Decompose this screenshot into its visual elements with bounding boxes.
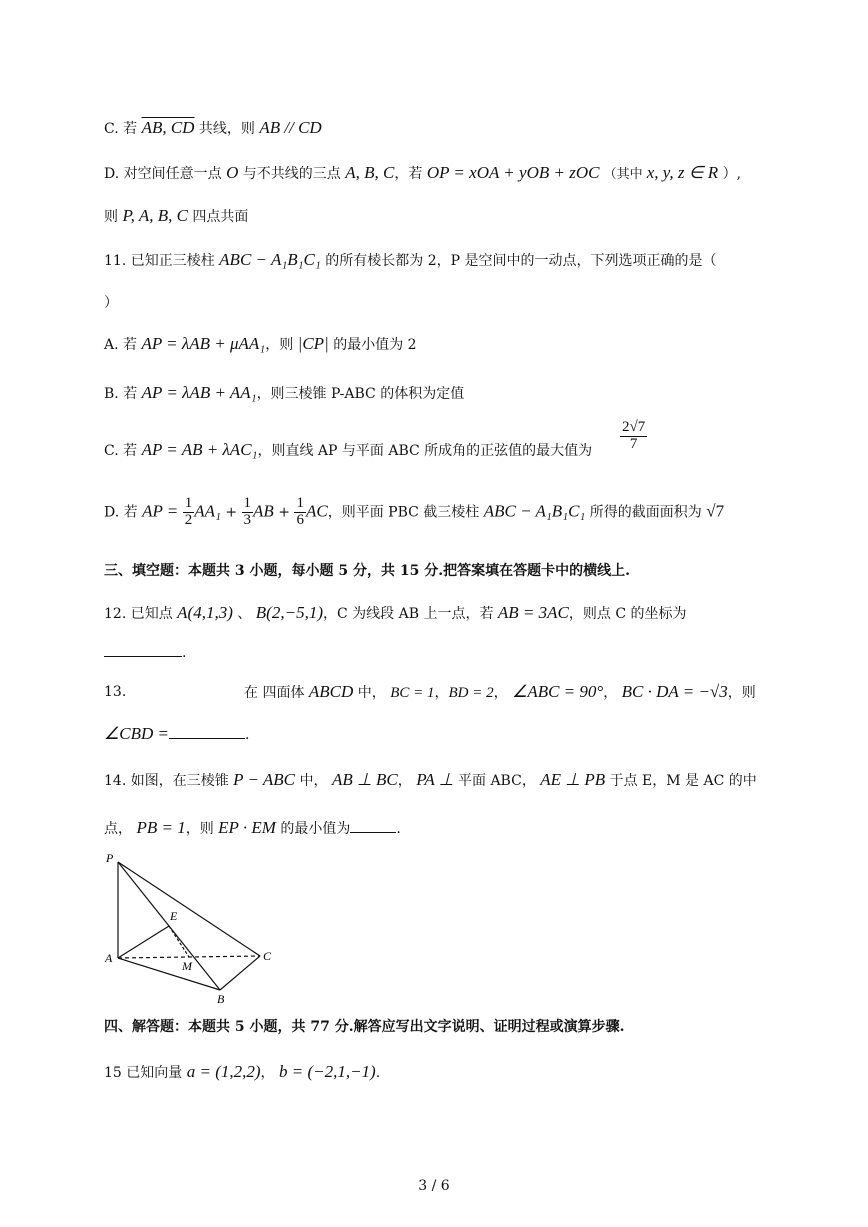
edge-bc <box>220 956 260 990</box>
segment-em <box>169 926 189 957</box>
q11-option-b: B. 若 AP = λAB + AA₁，则三棱锥 P-ABC 的体积为定值 <box>104 383 465 402</box>
answer-blank[interactable] <box>169 724 245 739</box>
fraction-2sqrt7-over-7: $\frac{2√7}{7}$ <box>622 419 646 452</box>
frac-1-2: $\frac{1}{2}$ <box>184 495 193 528</box>
page-number: 3 / 6 <box>418 1178 450 1194</box>
math-ap-eq-a: AP = λAB + μAA₁ <box>141 334 266 353</box>
label-m: M <box>182 959 192 973</box>
math-vectors-ab-cd: AB, CD <box>141 118 195 137</box>
q11-option-d: D. 若 AP = $\frac{1}{2}$ AA₁ + $\frac{1}{3}$ AB + $\frac{1}{6}$ AC，则平面 PBC 截三棱柱 ABC − A₁B₁C₁ 所得的截面面积为 √7 <box>104 495 725 528</box>
label-e: E <box>170 909 178 923</box>
segment-ae <box>118 926 169 958</box>
q15: 15 已知向量 a = (1,2,2)， b = (−2,1,−1). <box>104 1062 381 1081</box>
q13-answer-line: ∠CBD = . <box>104 724 250 743</box>
section-3-heading: 三、填空题：本题共 3 小题，每小题 5 分，共 15 分.把答案填在答题卡中的横线上. <box>104 563 630 579</box>
q13-number: 13. <box>104 684 127 700</box>
label-c: C <box>263 949 272 963</box>
math-ab-parallel-cd: AB // CD <box>259 118 322 137</box>
math-prism: ABC − A₁B₁C₁ <box>219 250 321 269</box>
math-ab-3ac: AB = 3AC <box>497 603 569 622</box>
q11-stem: 11. 已知正三棱柱 ABC − A₁B₁C₁ 的所有棱长都为 2，P 是空间中的一动点，下列选项正确的是（ <box>104 250 717 269</box>
math-dot-ep-em: EP · EM <box>218 818 276 837</box>
label-a: A <box>105 951 113 965</box>
tetrahedron-figure <box>100 848 290 1008</box>
vector-a: a = (1,2,2) <box>186 1062 261 1081</box>
edge-pc <box>118 862 260 956</box>
label-b: B <box>217 992 225 1006</box>
vector-b: b = (−2,1,−1) <box>278 1062 376 1081</box>
math-ap-eq-c: AP = AB + λAC₁ <box>141 440 258 459</box>
q13: 在 四面体 ABCD 中， BC = 1，BD = 2， ∠ABC = 90°， BC · DA = −√3，则 <box>244 682 756 701</box>
q11-option-c: C. 若 AP = AB + λAC₁，则直线 AP 与平面 ABC 所成角的正弦值的最大值为 <box>104 440 593 459</box>
q11-option-a: A. 若 AP = λAB + μAA₁，则 |CP| 的最小值为 2 <box>104 334 417 353</box>
q14-line2: 点， PB = 1，则 EP · EM 的最小值为 . <box>104 818 401 837</box>
frac-1-6: $\frac{1}{6}$ <box>296 495 304 528</box>
edge-ab <box>118 958 220 990</box>
section-4-heading: 四、解答题：本题共 5 小题，共 77 分.解答应写出文字说明、证明过程或演算步骤. <box>104 1019 625 1035</box>
q10-option-d-line2: 则 P, A, B, C 四点共面 <box>104 206 249 225</box>
q12-answer-line: . <box>104 642 186 661</box>
q11-stem-close: ） <box>104 295 118 311</box>
q10-option-d-line1: D. 对空间任意一点 O 与不共线的三点 A, B, C，若 OP = xOA + yOB + zOC （其中 x, y, z ∈ R ）, <box>104 163 742 182</box>
label-p: P <box>106 851 114 865</box>
answer-blank[interactable] <box>350 818 396 833</box>
frac-1-3: $\frac{1}{3}$ <box>243 495 252 528</box>
q10-option-c: C. 若 AB, CD 共线，则 AB // CD <box>104 118 322 137</box>
q14-line1: 14. 如图，在三棱锥 P − ABC 中， AB ⊥ BC， PA ⊥ 平面 ABC， AE ⊥ PB 于点 E，M 是 AC 的中 <box>104 770 757 789</box>
math-dot-bc-da: BC · DA = −√3 <box>621 682 728 701</box>
math-ap-eq-b: AP = λAB + AA₁ <box>141 383 257 402</box>
answer-blank[interactable] <box>104 642 182 657</box>
q12: 12. 已知点 A(4,1,3) 、 B(2,−5,1)，C 为线段 AB 上一点，若 AB = 3AC，则点 C 的坐标为 <box>104 603 687 622</box>
math-op-equation: OP = xOA + yOB + zOC <box>426 163 600 182</box>
